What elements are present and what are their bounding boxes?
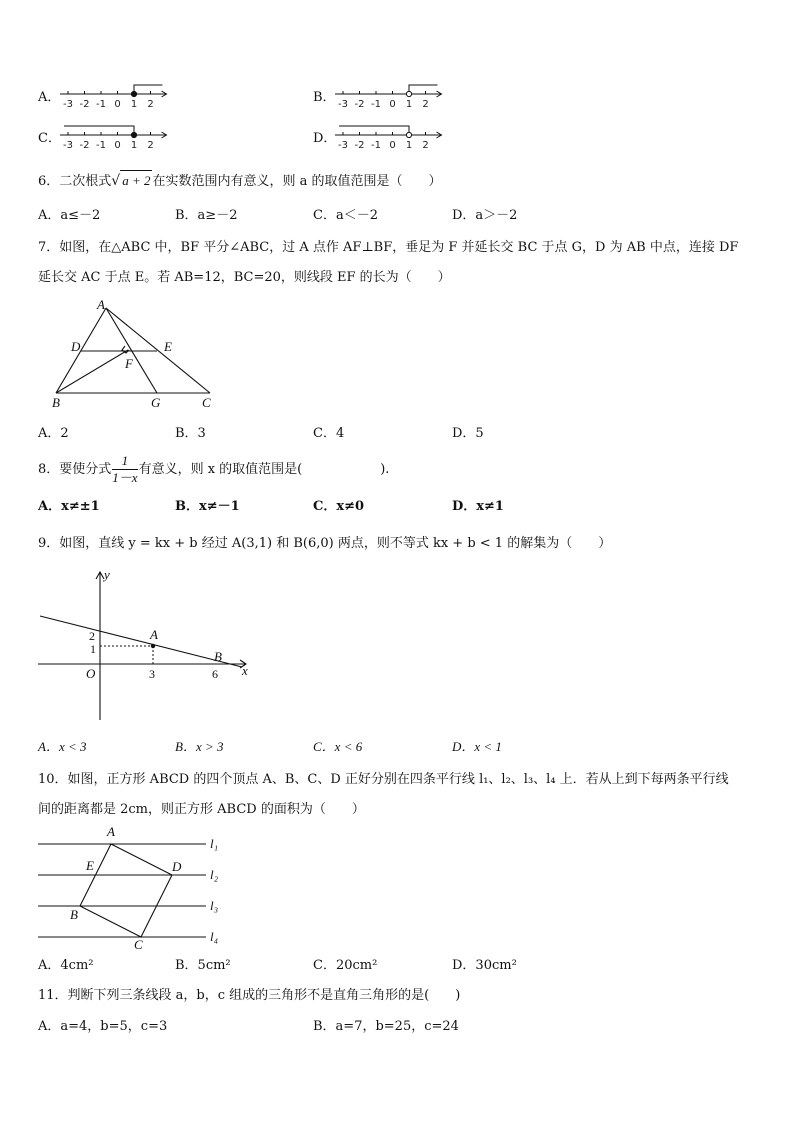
q9-tick-1: 1 xyxy=(90,642,96,656)
q8-option-c: C．x≠0 xyxy=(313,499,365,514)
q10-option-b: B．5cm² xyxy=(175,958,231,973)
q6-radicand: a + 2 xyxy=(120,170,152,191)
number-line-tick-label: 1 xyxy=(405,140,413,151)
q9-tick-3: 3 xyxy=(149,667,155,681)
number-line-tick-label: -2 xyxy=(354,99,365,110)
number-line-tick-label: -1 xyxy=(371,140,381,151)
q6-option-a: A．a≤－2 xyxy=(38,208,101,223)
q7-label-f: F xyxy=(125,356,133,371)
q9-coordinate-figure xyxy=(34,566,254,726)
q5-number-line-d xyxy=(333,123,443,157)
q7-label-b: B xyxy=(52,395,60,410)
q5-number-line-a xyxy=(58,82,168,116)
number-line-tick-label: -3 xyxy=(63,140,73,151)
q10-option-d: D．30cm² xyxy=(452,958,517,973)
q11-stem: 11．判断下列三条线段 a，b，c 组成的三角形不是直角三角形的是( ) xyxy=(38,988,461,1003)
q9-option-b: B．x > 3 xyxy=(175,739,224,754)
q7-option-d: D．5 xyxy=(452,426,484,441)
q5-number-line-b xyxy=(333,82,443,116)
q7-label-c: C xyxy=(202,395,211,410)
number-line-tick-label: -3 xyxy=(338,99,348,110)
number-line-tick-label: -3 xyxy=(338,140,348,151)
q7-option-b: B．3 xyxy=(175,426,206,441)
q8-fraction xyxy=(112,453,137,486)
number-line-tick-label: -2 xyxy=(354,140,365,151)
q5-option-c-letter: C． xyxy=(38,131,61,146)
solid-point xyxy=(131,91,136,96)
number-line-tick-label: -2 xyxy=(79,99,90,110)
number-line-tick-label: -3 xyxy=(63,99,73,110)
q8-fraction-denominator: 1－x xyxy=(112,470,138,485)
q6-option-b: B．a≥－2 xyxy=(175,208,238,223)
open-point xyxy=(406,132,411,137)
q8-fraction-numerator: 1 xyxy=(112,453,137,470)
q10-stem-line1: 10．如图，正方形 ABCD 的四个顶点 A、B、C、D 正好分别在四条平行线 l₁、l₂、l₃、l₄ 上．若从上到下每两条平行线 xyxy=(38,772,729,787)
q8-option-a: A．x≠±1 xyxy=(38,499,100,514)
solution-range-bracket xyxy=(339,126,409,135)
q8-stem-pre: 8．要使分式 xyxy=(38,462,112,477)
q7-triangle-figure xyxy=(44,296,224,410)
number-line-tick-label: 1 xyxy=(130,99,138,110)
number-line-tick-label: 2 xyxy=(422,140,429,151)
number-line-tick-label: 0 xyxy=(389,99,396,110)
number-line-tick-label: -1 xyxy=(96,140,106,151)
number-line-tick-label: 1 xyxy=(130,140,138,151)
q10-stem-line2: 间的距离都是 2cm，则正方形 ABCD 的面积为（ ） xyxy=(38,802,365,817)
q10-label-l1: l₁ xyxy=(210,836,219,851)
q7-label-a: A xyxy=(97,297,105,312)
number-line-tick-label: 2 xyxy=(147,99,154,110)
q10-label-e: E xyxy=(86,858,94,873)
number-line-tick-label: 2 xyxy=(147,140,154,151)
q5-number-line-c xyxy=(58,123,168,157)
q5-option-b-letter: B． xyxy=(313,90,336,105)
q8-stem-post: 有意义，则 x 的取值范围是( ). xyxy=(138,462,390,477)
q11-option-b: B．a=7，b=25，c=24 xyxy=(313,1019,459,1034)
q9-label-a: A xyxy=(150,627,158,642)
q10-square-figure xyxy=(36,822,226,952)
q10-label-l2: l₂ xyxy=(210,867,219,882)
solid-point xyxy=(131,132,136,137)
q7-stem-line1: 7．如图，在△ABC 中，BF 平分∠ABC，过 A 点作 AF⊥BF，垂足为 F 并延长交 BC 于点 G，D 为 AB 中点，连接 DF xyxy=(38,240,739,255)
q10-label-c: C xyxy=(134,937,143,952)
number-line-tick-label: 1 xyxy=(405,99,413,110)
q5-option-a-letter: A． xyxy=(38,90,61,105)
q7-option-c: C．4 xyxy=(313,426,345,441)
q9-option-c: C．x < 6 xyxy=(313,739,363,754)
q6-option-d: D．a＞－2 xyxy=(452,208,518,223)
q11-option-a: A．a=4，b=5，c=3 xyxy=(38,1019,168,1034)
q9-option-d: D．x < 1 xyxy=(452,739,502,754)
number-line-tick-label: 0 xyxy=(114,99,121,110)
q7-label-d: D xyxy=(71,339,81,354)
q6-option-c: C．a＜－2 xyxy=(313,208,378,223)
q8-stem xyxy=(38,452,389,488)
q9-label-b: B xyxy=(214,649,222,664)
number-line-tick-label: -2 xyxy=(79,140,90,151)
q10-option-a: A．4cm² xyxy=(38,958,94,973)
solution-range-bracket xyxy=(64,126,134,135)
q10-label-l4: l₄ xyxy=(210,929,219,944)
solution-range-bracket xyxy=(409,85,438,94)
number-line-tick-label: 0 xyxy=(389,140,396,151)
number-line-tick-label: 2 xyxy=(422,99,429,110)
q7-stem-line2: 延长交 AC 于点 E。若 AB=12，BC=20，则线段 EF 的长为（ ） xyxy=(38,270,451,285)
q9-tick-2: 2 xyxy=(89,629,95,643)
q5-option-d-letter: D． xyxy=(313,131,337,146)
q7-label-g: G xyxy=(151,395,161,410)
q8-option-b: B．x≠－1 xyxy=(175,499,240,514)
q7-option-a: A．2 xyxy=(38,426,69,441)
q10-label-l3: l₃ xyxy=(210,898,219,913)
q9-tick-6: 6 xyxy=(212,667,218,681)
number-line-tick-label: 0 xyxy=(114,140,121,151)
q9-stem: 9．如图，直线 y = kx + b 经过 A(3,1) 和 B(6,0) 两点，则不等式 kx + b < 1 的解集为（ ） xyxy=(38,536,612,551)
q10-label-a: A xyxy=(107,824,115,839)
q10-option-c: C．20cm² xyxy=(313,958,378,973)
number-line-tick-label: -1 xyxy=(96,99,106,110)
q9-label-x: x xyxy=(242,663,248,678)
q6-stem-post: 在实数范围内有意义，则 a 的取值范围是（ ） xyxy=(152,174,442,189)
q8-option-d: D．x≠1 xyxy=(452,499,504,514)
q9-option-a: A．x < 3 xyxy=(38,739,87,754)
q9-label-origin: O xyxy=(86,666,96,681)
q9-label-y: y xyxy=(104,567,110,582)
solution-range-bracket xyxy=(134,85,163,94)
open-point xyxy=(406,91,411,96)
q6-stem: 6．二次根式√ a + 2 在实数范围内有意义，则 a 的取值范围是（ ） xyxy=(38,170,442,192)
q7-label-e: E xyxy=(164,339,172,354)
q10-label-b: B xyxy=(70,907,78,922)
number-line-tick-label: -1 xyxy=(371,99,381,110)
q10-label-d: D xyxy=(172,859,182,874)
q6-stem-pre: 6．二次根式 xyxy=(38,174,112,189)
